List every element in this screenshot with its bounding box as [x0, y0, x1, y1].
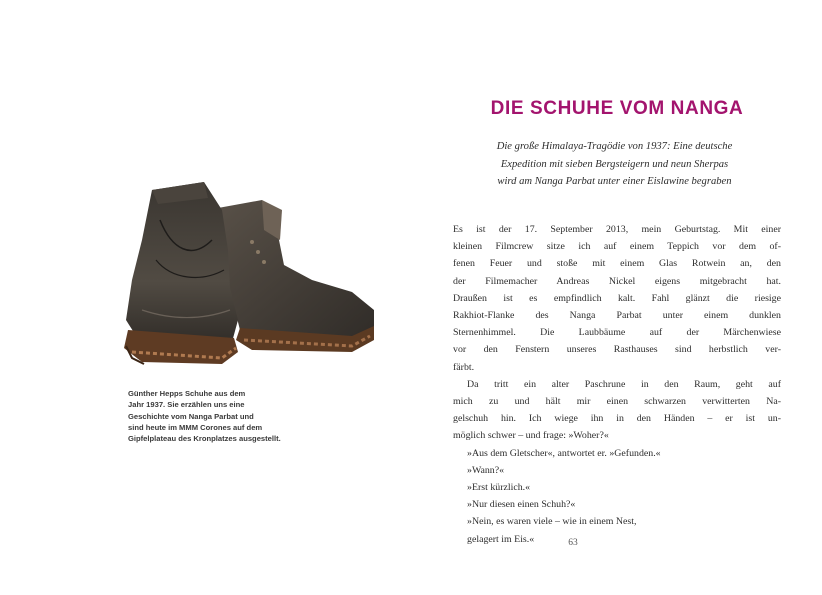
body-line: »Nein, es waren viele – wie in einem Nest,: [467, 516, 637, 528]
caption-line: Günther Hepps Schuhe aus dem: [128, 389, 246, 398]
body-line: gelagert im Eis.«: [467, 533, 535, 545]
subtitle-line: wird am Nanga Parbat unter einer Eislawine begraben: [497, 176, 732, 187]
caption-line: sind heute im MMM Corones auf dem: [128, 422, 263, 432]
page-number: 63: [568, 538, 578, 548]
body-line: Draußen ist es empfindlich kalt. Fahl glänzt die riesige: [453, 292, 781, 304]
boots-photo: [112, 170, 402, 380]
body-line: »Erst kürzlich.«: [467, 482, 531, 494]
body-line: mich zu und hält mir einen schwarzen verwitterten Na-: [453, 396, 781, 408]
chapter-title: DIE SCHUHE VOM NANGA: [490, 98, 744, 119]
right-page: [412, 0, 822, 595]
body-line: »Aus dem Gletscher«, antwortet er. »Gefunden.«: [467, 447, 661, 459]
chapter-subtitle: [432, 138, 797, 191]
body-line: möglich schwer – und frage: »Woher?«: [453, 430, 609, 442]
body-line: »Wann?«: [467, 464, 505, 476]
body-line: fenen Feuer und stoße mit einem Glas Rotwein an, den: [453, 258, 781, 270]
body-line: Da tritt ein alter Paschrune in den Raum, geht auf: [467, 378, 781, 390]
caption-line: Geschichte vom Nanga Parbat und: [128, 411, 254, 421]
caption-line: Gipfelplateau des Kronplatzes ausgestellt.: [128, 434, 281, 444]
body-line: gelschuh hin. Ich wiege ihn in den Händen – er ist un-: [453, 413, 781, 425]
body-line: kleinen Filmcrew sitze ich auf einem Teppich vor dem of-: [453, 241, 781, 253]
body-line: Es ist der 17. September 2013, mein Geburtstag. Mit einer: [453, 224, 781, 235]
photo-caption: [128, 388, 300, 444]
body-line: färbt.: [453, 361, 475, 373]
subtitle-line: Die große Himalaya-Tragödie von 1937: Eine deutsche: [496, 141, 733, 152]
body-line: der Filmemacher Andreas Nickel eigens mitgebracht hat.: [453, 275, 781, 287]
body-line: Rakhiot-Flanke des Nanga Parbat unter einem dunklen: [453, 310, 781, 322]
subtitle-line: Expedition mit sieben Bergsteigern und neun Sherpas: [500, 158, 729, 170]
body-line: Sternenhimmel. Die Laubbäume auf der Märchenwiese: [453, 327, 781, 339]
body-text: [453, 221, 781, 548]
body-line: vor den Fenstern unseres Rasthauses sind herbstlich ver-: [453, 344, 781, 356]
caption-line: Jahr 1937. Sie erzählen uns eine: [128, 400, 245, 410]
body-line: »Nur diesen einen Schuh?«: [467, 499, 576, 511]
